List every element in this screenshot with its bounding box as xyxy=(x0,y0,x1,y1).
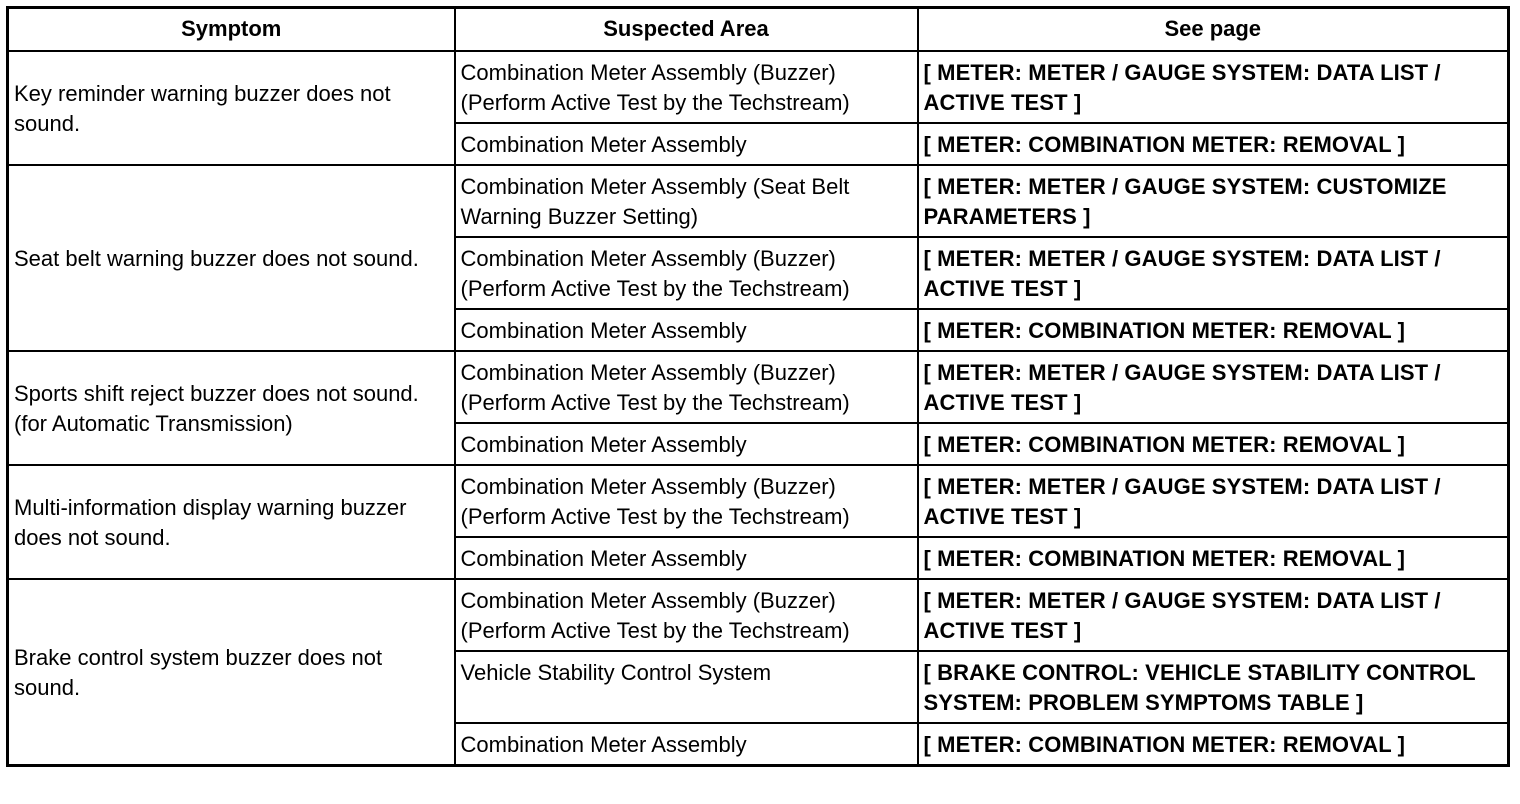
suspected-area-cell: Combination Meter Assembly xyxy=(455,537,918,579)
see-page-link[interactable]: [ METER: COMBINATION METER: REMOVAL ] xyxy=(918,537,1509,579)
suspected-area-cell: Combination Meter Assembly xyxy=(455,123,918,165)
symptom-cell: Key reminder warning buzzer does not sound. xyxy=(8,51,455,165)
header-symptom: Symptom xyxy=(8,8,455,51)
see-page-link[interactable]: [ METER: METER / GAUGE SYSTEM: DATA LIST / ACTIVE TEST ] xyxy=(918,51,1509,123)
table-row xyxy=(8,579,1509,651)
symptom-cell: Multi-information display warning buzzer does not sound. xyxy=(8,465,455,579)
suspected-area-cell: Combination Meter Assembly (Buzzer) (Perform Active Test by the Techstream) xyxy=(455,465,918,537)
table-row xyxy=(8,51,1509,123)
header-row xyxy=(8,8,1509,51)
see-page-link[interactable]: [ BRAKE CONTROL: VEHICLE STABILITY CONTROL SYSTEM: PROBLEM SYMPTOMS TABLE ] xyxy=(918,651,1509,723)
suspected-area-cell: Combination Meter Assembly xyxy=(455,723,918,766)
see-page-link[interactable]: [ METER: METER / GAUGE SYSTEM: CUSTOMIZE PARAMETERS ] xyxy=(918,165,1509,237)
suspected-area-cell: Combination Meter Assembly xyxy=(455,423,918,465)
problem-symptoms-table xyxy=(6,6,1510,767)
symptom-cell: Seat belt warning buzzer does not sound. xyxy=(8,165,455,351)
suspected-area-cell: Combination Meter Assembly (Seat Belt Warning Buzzer Setting) xyxy=(455,165,918,237)
see-page-link[interactable]: [ METER: COMBINATION METER: REMOVAL ] xyxy=(918,123,1509,165)
table-row xyxy=(8,351,1509,423)
see-page-link[interactable]: [ METER: METER / GAUGE SYSTEM: DATA LIST / ACTIVE TEST ] xyxy=(918,579,1509,651)
see-page-link[interactable]: [ METER: COMBINATION METER: REMOVAL ] xyxy=(918,309,1509,351)
suspected-area-cell: Combination Meter Assembly (Buzzer) (Perform Active Test by the Techstream) xyxy=(455,351,918,423)
table-row xyxy=(8,465,1509,537)
see-page-link[interactable]: [ METER: COMBINATION METER: REMOVAL ] xyxy=(918,423,1509,465)
suspected-area-cell: Combination Meter Assembly (Buzzer) (Perform Active Test by the Techstream) xyxy=(455,579,918,651)
suspected-area-cell: Combination Meter Assembly (Buzzer) (Perform Active Test by the Techstream) xyxy=(455,51,918,123)
symptom-cell: Sports shift reject buzzer does not sound. (for Automatic Transmission) xyxy=(8,351,455,465)
suspected-area-cell: Vehicle Stability Control System xyxy=(455,651,918,723)
see-page-link[interactable]: [ METER: METER / GAUGE SYSTEM: DATA LIST / ACTIVE TEST ] xyxy=(918,465,1509,537)
symptom-cell: Brake control system buzzer does not sound. xyxy=(8,579,455,766)
suspected-area-cell: Combination Meter Assembly xyxy=(455,309,918,351)
see-page-link[interactable]: [ METER: COMBINATION METER: REMOVAL ] xyxy=(918,723,1509,766)
header-see-page: See page xyxy=(918,8,1509,51)
see-page-link[interactable]: [ METER: METER / GAUGE SYSTEM: DATA LIST / ACTIVE TEST ] xyxy=(918,351,1509,423)
see-page-link[interactable]: [ METER: METER / GAUGE SYSTEM: DATA LIST / ACTIVE TEST ] xyxy=(918,237,1509,309)
suspected-area-cell: Combination Meter Assembly (Buzzer) (Perform Active Test by the Techstream) xyxy=(455,237,918,309)
table-row xyxy=(8,165,1509,237)
header-suspected-area: Suspected Area xyxy=(455,8,918,51)
table-body xyxy=(8,51,1509,766)
